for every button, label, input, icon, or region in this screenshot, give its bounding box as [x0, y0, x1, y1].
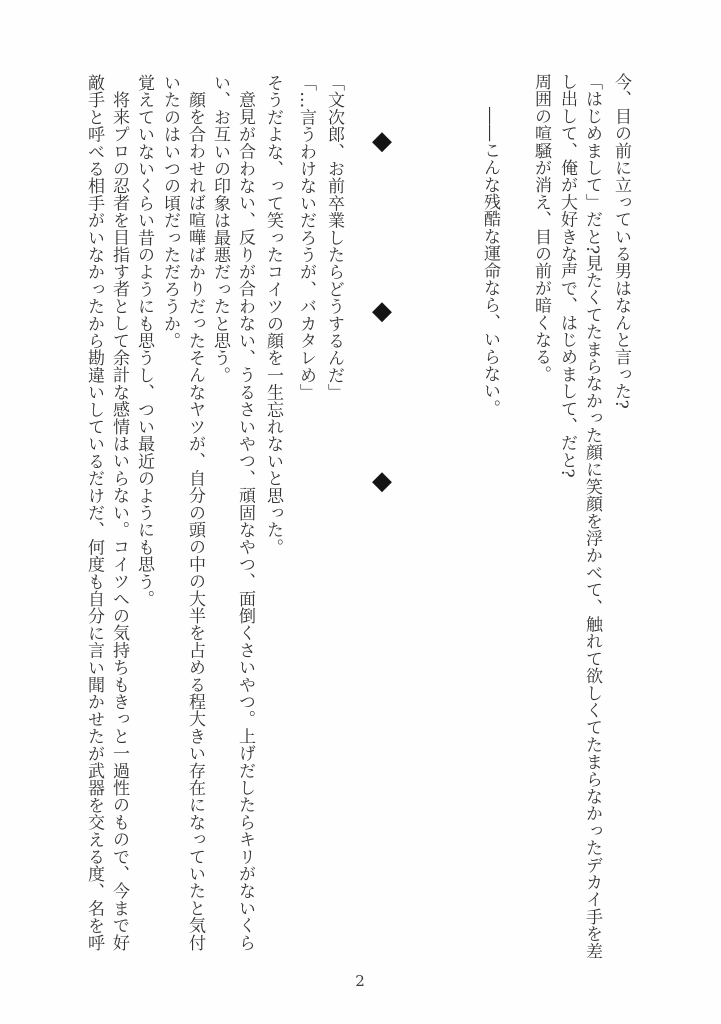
text-column: 今、目の前に立っている男はなんと言った? — [611, 73, 631, 410]
text-column: 意見が合わない、反りが合わない、うるさいやつ、頑固なやつ、面倒くさいやつ。上げだしたらキリがないくら — [235, 91, 255, 951]
diamond-separator-icon: ◆ — [372, 466, 392, 496]
text-column: 顔を合わせれば喧嘩ばかりだったそんなヤツが、自分の頭の中の大半を占める程大きい存在になっていたと気付 — [185, 91, 205, 951]
diamond-separator-icon: ◆ — [372, 126, 392, 156]
text-column: そうだよな、って笑ったコイツの顔を一生忘れないと思った。 — [263, 74, 283, 556]
text-column: 「はじめまして」だと?見たくてたまらなかった顔に笑顔を浮かべて、触れて欲しくてたまらなかったデカイ手を差 — [582, 73, 602, 960]
text-column: 周囲の喧騒が消え、目の前が暗くなる。 — [531, 73, 551, 383]
text-column: ――こんな残酷な運命なら、いらない。 — [480, 107, 500, 417]
text-column: いたのはいつの頃だっただろうか。 — [160, 74, 180, 350]
diamond-separator-icon: ◆ — [372, 296, 392, 326]
text-column: 敵手と呼べる相手がいなかったから勘違いしているだけだ、何度も自分に言い聞かせたが武器を交える度、名を呼 — [84, 74, 104, 952]
text-column: 「…言うわけないだろうが、バカタレめ」 — [296, 74, 316, 401]
text-column: 「文次郎、お前卒業したらどうするんだ」 — [324, 74, 344, 401]
page-number: 2 — [355, 972, 366, 990]
text-column: 将来プロの忍者を目指す者として余計な感情はいらない。コイツへの気持ちもきっと一過性のもので、今まで好 — [109, 91, 129, 951]
text-column: し出して、俺が大好きな声で、はじめまして、だと? — [557, 73, 577, 478]
text-column: 覚えていないくらい昔のようにも思うし、つい最近のようにも思う。 — [134, 74, 154, 608]
text-column: い、お互いの印象は最悪だったと思う。 — [210, 74, 230, 384]
